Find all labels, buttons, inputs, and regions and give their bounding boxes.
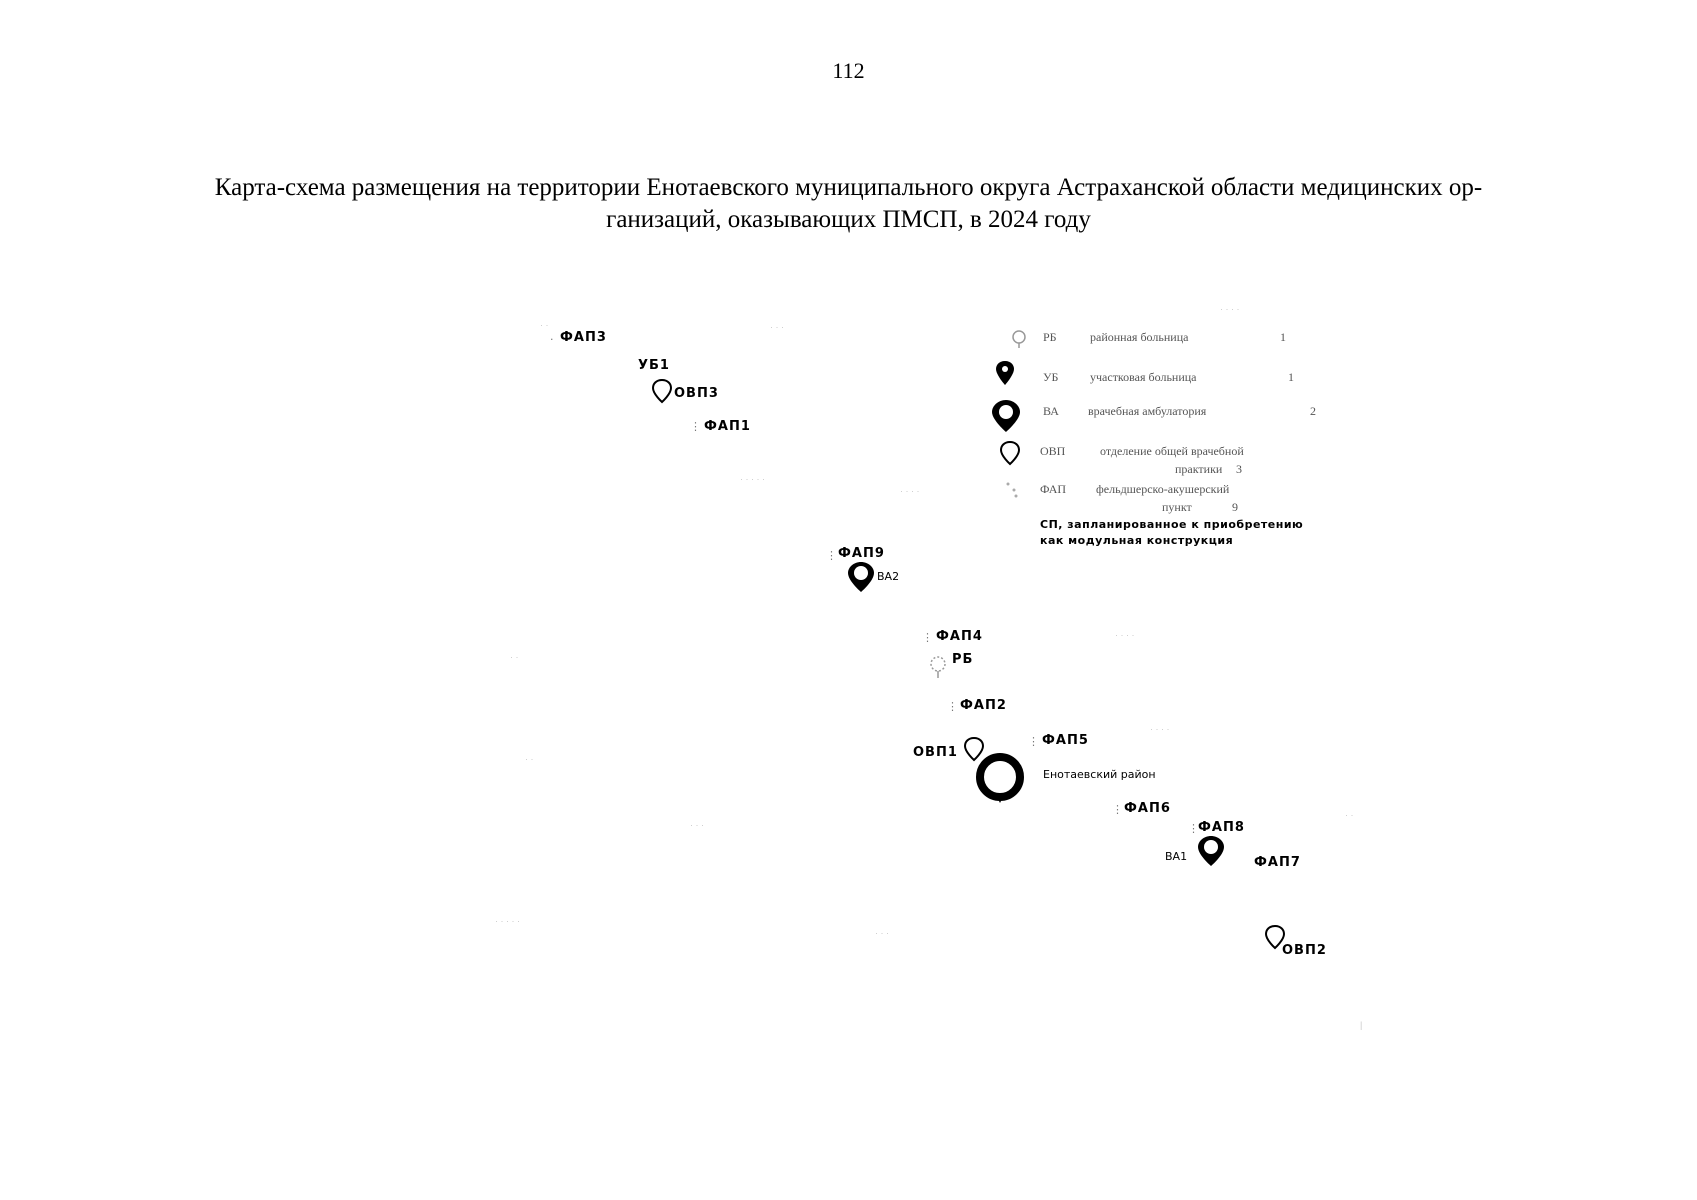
faint-mark: · · — [510, 652, 519, 662]
district-center-icon — [972, 751, 1028, 807]
legend-ovp-text2: практики — [1175, 462, 1223, 476]
fap6-dot-icon: ⋮ — [1112, 803, 1123, 816]
fap2-dot-icon: ⋮ — [947, 700, 958, 713]
fap9-dot-icon: ⋮ — [826, 549, 837, 562]
legend-note-line-1: СП, запланированное к приобретению — [1040, 518, 1304, 531]
marker-ub1-label: УБ1 — [638, 358, 670, 373]
legend-va-abbr: ВА — [1043, 404, 1059, 418]
legend-rb-text: районная больница — [1090, 330, 1189, 344]
marker-rb-label: РБ — [952, 652, 974, 667]
marker-district-label: Енотаевский район — [1043, 768, 1156, 781]
legend-fap-abbr: ФАП — [1040, 482, 1067, 496]
legend-rb-abbr: РБ — [1043, 330, 1057, 344]
legend-fap-text: фельдшерско-акушерский — [1096, 482, 1230, 496]
marker-va2-label: ВА2 — [877, 570, 900, 583]
marker-fap3-label: ФАП3 — [560, 330, 607, 345]
legend-va-text: врачебная амбулатория — [1088, 404, 1207, 418]
faint-mark: · · · — [875, 928, 889, 938]
district-hospital-icon — [1008, 328, 1030, 350]
faint-mark: · · — [525, 754, 534, 764]
faint-mark: · · · — [770, 322, 784, 332]
legend-ovp-count: 3 — [1236, 462, 1242, 476]
outline-pin-icon — [651, 378, 673, 404]
faint-mark: · · · · — [900, 486, 920, 496]
small-pin-icon — [995, 360, 1015, 388]
faint-mark: | — [1360, 1020, 1363, 1030]
faint-mark: · · · · · — [740, 474, 765, 484]
legend-ub-count: 1 — [1288, 370, 1294, 384]
marker-fap6-label: ФАП6 — [1124, 801, 1171, 816]
dot-pin-icon — [1004, 478, 1020, 500]
faint-mark: · · — [540, 320, 549, 330]
page-number: 112 — [832, 58, 865, 83]
outline-pin-icon — [998, 440, 1022, 466]
faint-mark: · · — [1345, 810, 1354, 820]
fap8-dot-icon: ⋮ — [1188, 822, 1199, 835]
marker-ovp1-label: ОВП1 — [913, 745, 958, 760]
fap5-dot-icon: ⋮ — [1028, 735, 1039, 748]
marker-fap7-label: ФАП7 — [1254, 855, 1301, 870]
legend-ovp-text: отделение общей врачебной — [1100, 444, 1244, 458]
faint-mark: · · · — [690, 820, 704, 830]
faint-mark: · · · · — [1115, 630, 1135, 640]
marker-ovp2-label: ОВП2 — [1282, 943, 1327, 958]
marker-ovp3-label: ОВП3 — [674, 386, 719, 401]
legend-rb-count: 1 — [1280, 330, 1286, 344]
marker-fap1-label: ФАП1 — [704, 419, 751, 434]
faint-mark: · · · · — [1150, 724, 1170, 734]
marker-fap9-label: ФАП9 — [838, 546, 885, 561]
faint-mark: · · · · — [1220, 304, 1240, 314]
fap1-dot-icon: ⋮ — [690, 420, 701, 433]
legend-fap-count: 9 — [1232, 500, 1238, 514]
large-pin-icon — [990, 398, 1022, 434]
large-pin-icon — [846, 560, 876, 594]
map-title-line-1: Карта-схема размещения на территории Енотаевского муниципального округа Астраханской области медицинских ор- — [214, 174, 1483, 201]
faint-mark: · · · · · — [495, 916, 520, 926]
legend-ub-abbr: УБ — [1043, 370, 1059, 384]
marker-fap8-label: ФАП8 — [1198, 820, 1245, 835]
legend-ub-text: участковая больница — [1090, 370, 1197, 384]
large-pin-icon — [1196, 834, 1226, 868]
legend-fap-text2: пункт — [1162, 500, 1192, 514]
marker-fap2-label: ФАП2 — [960, 698, 1007, 713]
marker-va1-label: ВА1 — [1165, 850, 1188, 863]
map-title-line-2: ганизаций, оказывающих ПМСП, в 2024 году — [606, 206, 1091, 233]
fap3-dot-icon: · — [550, 333, 554, 346]
marker-fap4-label: ФАП4 — [936, 629, 983, 644]
legend-va-count: 2 — [1310, 404, 1316, 418]
legend-note-line-2: как модульная конструкция — [1040, 534, 1234, 547]
marker-fap5-label: ФАП5 — [1042, 733, 1089, 748]
fap4-dot-icon: ⋮ — [922, 631, 933, 644]
legend-ovp-abbr: ОВП — [1040, 444, 1066, 458]
district-hospital-icon — [924, 652, 952, 682]
